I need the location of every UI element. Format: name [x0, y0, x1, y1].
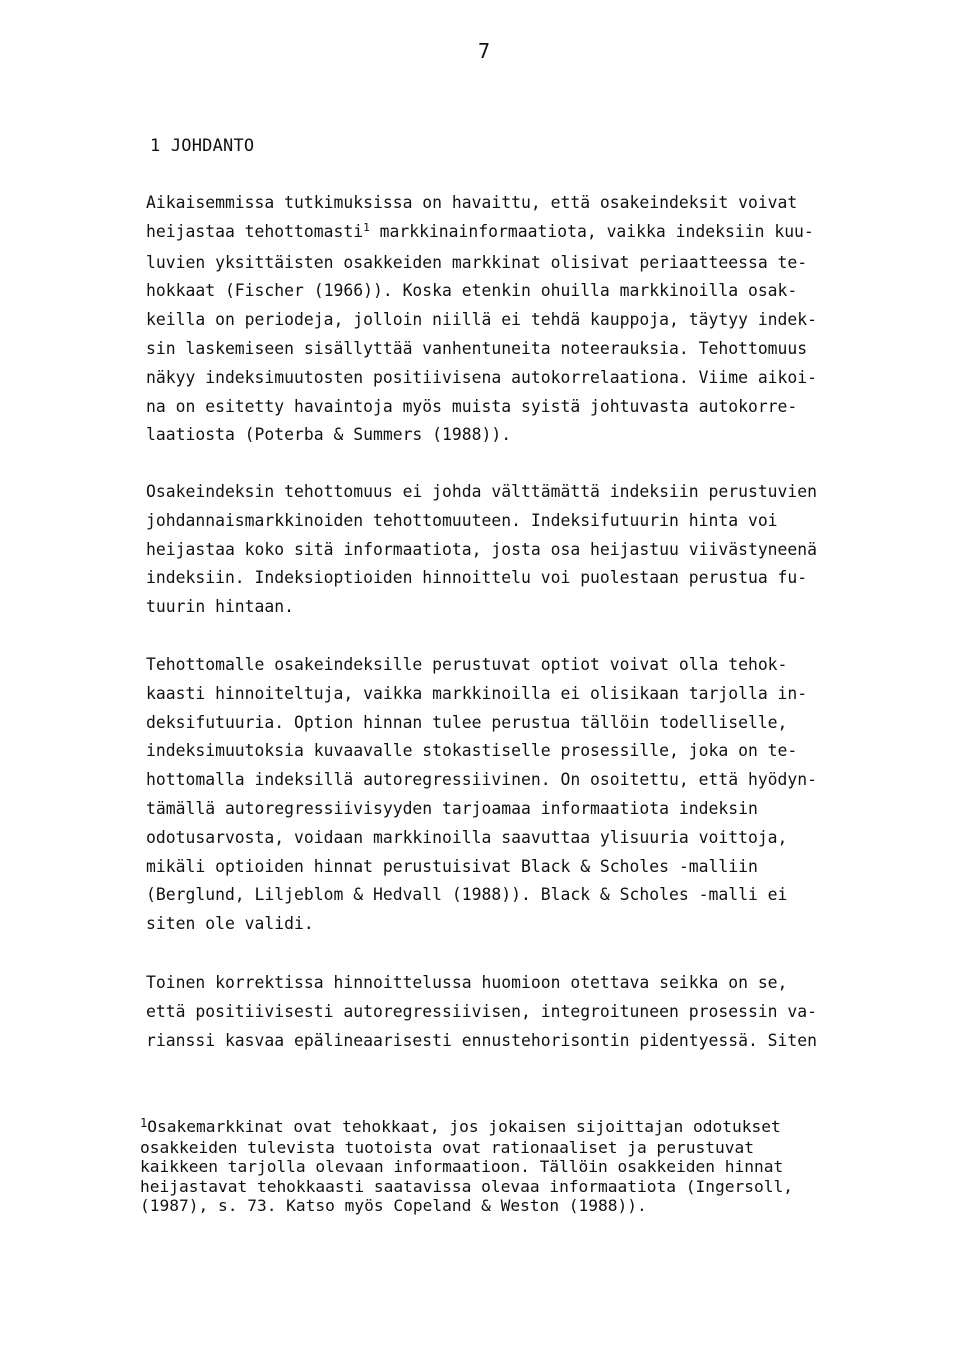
text-line: luvien yksittäisten osakkeiden markkinat olisivat periaatteessa te- — [146, 252, 808, 272]
text-line: hokkaat (Fischer (1966)). Koska etenkin ohuilla markkinoilla osak- — [146, 281, 798, 301]
paragraph-2 — [146, 478, 836, 622]
text-line: keilla on periodeja, jolloin niillä ei tehdä kauppoja, täytyy indek- — [146, 310, 818, 330]
footnote-number: 1 — [140, 1116, 148, 1130]
footnote-line: heijastavat tehokkaasti saatavissa olevaa informaatiota (Ingersoll, — [140, 1176, 793, 1196]
text-line: indeksiin. Indeksioptioiden hinnoittelu voi puolestaan perustua fu- — [146, 568, 808, 588]
footnote-line: osakkeiden tulevista tuotoista ovat rationaaliset ja perustuvat — [140, 1138, 754, 1158]
text-line: johdannaismarkkinoiden tehottomuuteen. Indeksifutuurin hinta voi — [146, 510, 778, 530]
text-line: Osakeindeksin tehottomuus ei johda välttämättä indeksiin perustuvien — [146, 482, 818, 501]
footnote-line — [140, 1117, 840, 1138]
text-line: laatiosta (Poterba & Summers (1988)). — [146, 425, 512, 445]
text-line: indeksimuutoksia kuvaavalle stokastiselle prosessille, joka on te- — [146, 741, 798, 761]
text-line: rianssi kasvaa epälineaarisesti ennustehorisontin pidentyessä. Siten — [146, 1030, 818, 1050]
text-line: siten ole validi. — [146, 914, 314, 934]
text-line — [146, 218, 836, 249]
page-number: 7 — [478, 39, 491, 63]
paragraph-1 — [146, 189, 836, 450]
footnote-marker[interactable]: 1 — [363, 220, 370, 234]
text-line: mikäli optioiden hinnat perustuisivat Black & Scholes -malliin — [146, 856, 758, 876]
text-line: (Berglund, Liljeblom & Hedvall (1988)). Black & Scholes -malli ei — [146, 885, 788, 905]
section-heading: 1 JOHDANTO — [150, 136, 255, 156]
text-line: sin laskemiseen sisällyttää vanhentuneita noteerauksia. Tehottomuus — [146, 338, 808, 358]
paragraph-3 — [146, 651, 836, 939]
text-line: na on esitetty havaintoja myös muista syistä johtuvasta autokorre- — [146, 396, 798, 416]
footnote — [140, 1117, 840, 1215]
text-line: että positiivisesti autoregressiivisen, integroituneen prosessin va- — [146, 1001, 818, 1021]
text-segment: heijastaa tehottomasti — [146, 221, 364, 241]
footnote-text: Osakemarkkinat ovat tehokkaat, jos jokaisen sijoittajan odotukset — [147, 1117, 781, 1136]
text-line: heijastaa koko sitä informaatiota, josta osa heijastuu viivästyneenä — [146, 539, 818, 559]
text-line: odotusarvosta, voidaan markkinoilla saavuttaa ylisuuria voittoja, — [146, 827, 788, 847]
footnote-line: kaikkeen tarjolla olevaan informaatioon. Tällöin osakkeiden hinnat — [140, 1157, 784, 1177]
text-line: tämällä autoregressiivisyyden tarjoamaa informaatiota indeksin — [146, 798, 758, 818]
paragraph-4 — [146, 969, 836, 1055]
footnote-line: (1987), s. 73. Katso myös Copeland & Weston (1988)). — [140, 1195, 647, 1215]
text-line: Toinen korrektissa hinnoittelussa huomioon otettava seikka on se, — [146, 973, 788, 992]
text-line: näkyy indeksimuutosten positiivisena autokorrelaationa. Viime aikoi- — [146, 367, 818, 387]
text-line: deksifutuuria. Option hinnan tulee perustua tällöin todelliselle, — [146, 712, 788, 732]
text-line: kaasti hinnoiteltuja, vaikka markkinoilla ei olisikaan tarjolla in- — [146, 683, 808, 703]
text-line: hottomalla indeksillä autoregressiivinen. On osoitettu, että hyödyn- — [146, 770, 818, 790]
text-line: Tehottomalle osakeindeksille perustuvat optiot voivat olla tehok- — [146, 655, 788, 674]
text-line: tuurin hintaan. — [146, 597, 295, 617]
text-segment: markkinainformaatiota, vaikka indeksiin kuu- — [369, 221, 814, 241]
text-line: Aikaisemmissa tutkimuksissa on havaittu, että osakeindeksit voivat — [146, 193, 798, 212]
